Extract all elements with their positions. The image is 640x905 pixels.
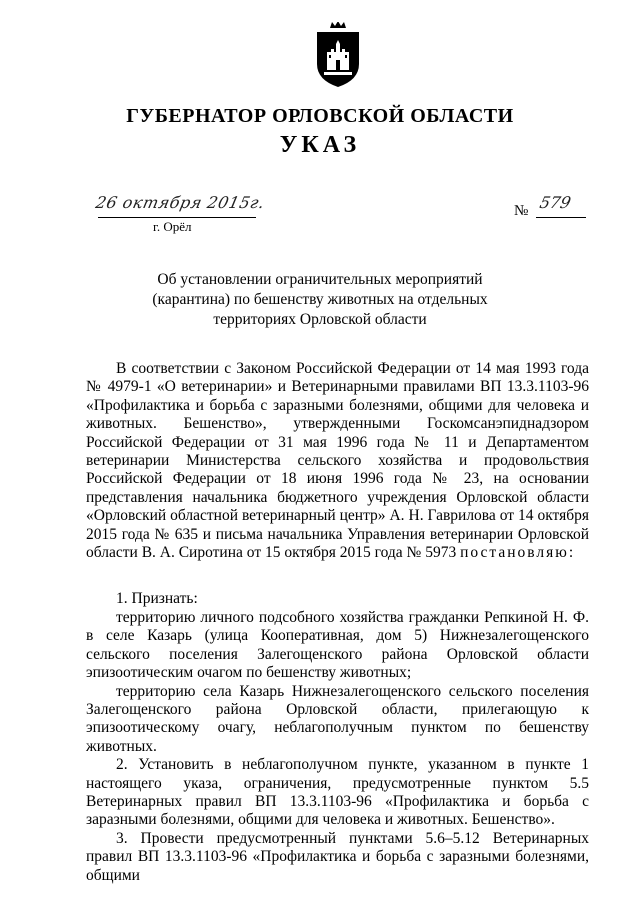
coat-of-arms-icon [314,22,362,88]
clause-3: 3. Провести предусмотренный пунктами 5.6–5.12 Ветеринарных правил ВП 13.3.1103-96 «Профилактика и борьба с заразными болезнями, общими [86,829,589,884]
title-line: Об установлении ограничительных мероприятий [157,271,483,288]
title-line: территориях Орловской области [213,311,427,328]
clause-2: 2. Установить в неблагополучном пункте, указанном в пункте 1 настоящего указа, ограничения, предусмотренные пунктом 5.5 Ветеринарных правил ВП 13.3.1103-96 «Профилактика и борьба с заразными болезнями, общими для человека и животных. Бешенство». [86,756,589,829]
decree-body [86,360,589,885]
clause-1-item: территорию села Казарь Нижнезалегощенского сельского поселения Залегощенского района Орловской области, прилегающую к эпизоотическому очагу, неблагополучным пунктом по бешенству животных. [86,682,589,755]
clause-1-item: территорию личного подсобного хозяйства гражданки Репкиной Н. Ф. в селе Казарь (улица Кооперативная, дом 5) Нижнезалегощенского сельского поселения Залегощенского района Орловской области эпизоотическим очагом по бешенству животных; [86,608,589,682]
title-line: (карантина) по бешенству животных на отдельных [152,291,488,308]
handwritten-date: 26 октября 2015г. [93,193,267,212]
preamble-paragraph [86,360,589,562]
number-label: № [514,203,529,219]
issuing-authority: ГУБЕРНАТОР ОРЛОВСКОЙ ОБЛАСТИ [126,105,514,127]
handwritten-number: 579 [537,193,573,212]
decree-title [0,270,640,330]
decree-verb: постановляю: [460,544,576,562]
clause-1-heading: 1. Признать: [116,590,198,608]
preamble-text: В соответствии с Законом Российской Федерации от 14 мая 1993 года № 4979-1 «О ветеринарии» и Ветеринарными правилами ВП 13.3.1103-96 «Профилактика и борьба с заразными болезнями, общими для человека и животных. Бешенство», утвержденными Госкомсанэпиднадзором Российской Федерации от 31 мая 1996 года № 11 и Департаментом ветеринарии Министерства сельского хозяйства и продовольствия Российской Федерации от 18 июня 1996 года № 23, на основании представления начальника бюджетного учреждения Орловской области «Орловский областной ветеринарный центр» А. Н. Гаврилова от 14 октября 2015 года № 635 и письма начальника Управления ветеринарии Орловской области В. А. Сиротина от 15 октября 2015 года № 5973 [86,360,589,562]
document-type: УКАЗ [279,132,361,158]
city: г. Орёл [153,219,192,234]
